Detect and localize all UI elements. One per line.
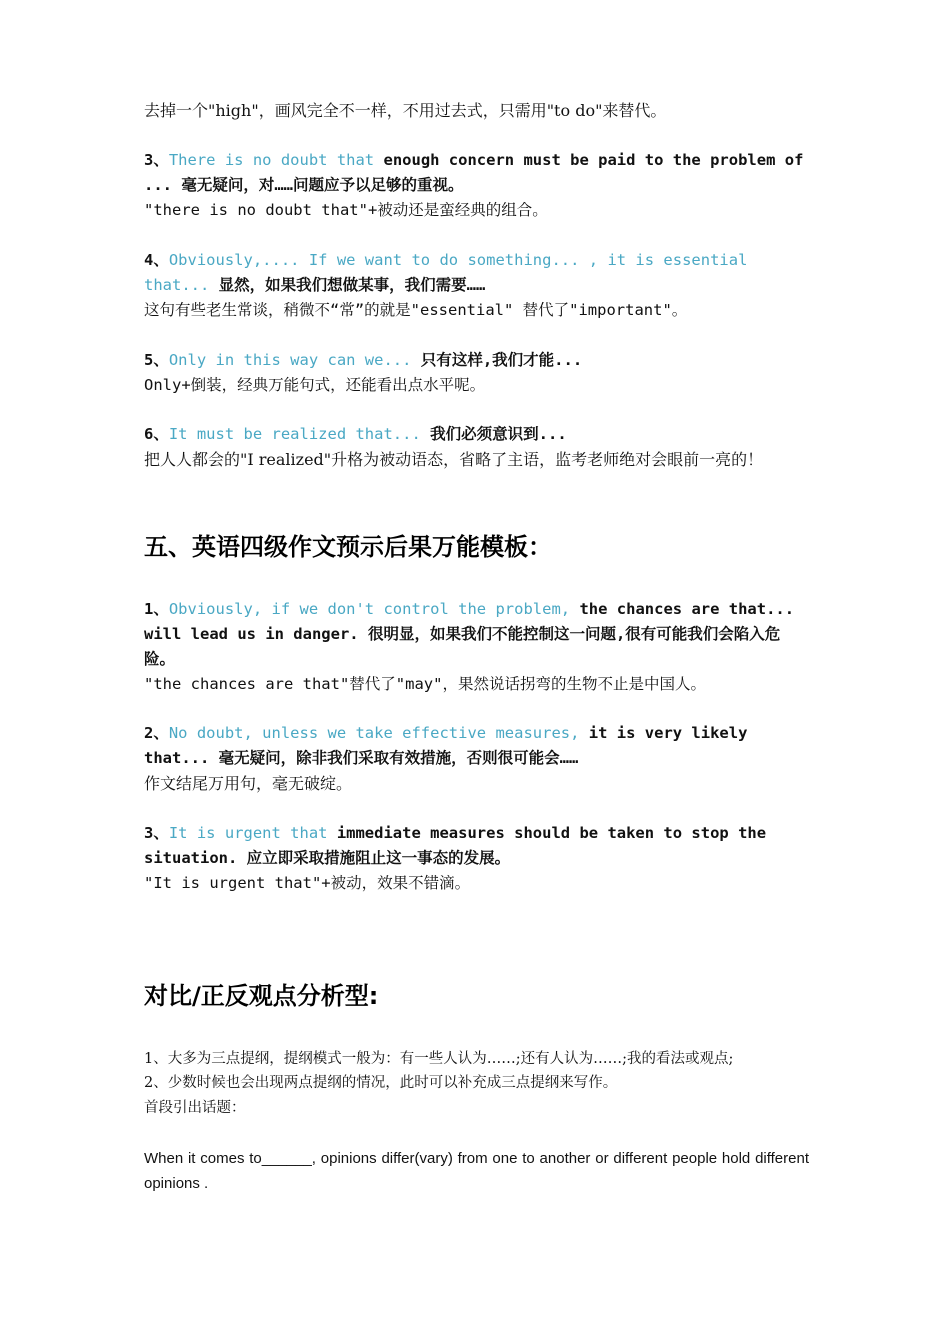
tip-5 xyxy=(144,348,809,373)
tip-translation: 毫无疑问，除非我们采取有效措施，否则很可能会…… xyxy=(218,749,579,767)
tip-translation: 毫无疑问，对……问题应予以足够的重视。 xyxy=(181,176,464,194)
tip-number: 5、 xyxy=(144,351,169,369)
tip-note: 把人人都会的"I realized"升格为被动语态，省略了主语，监考老师绝对会眼前一亮的！ xyxy=(144,450,764,469)
tip-number: 1、 xyxy=(144,600,169,618)
tip-rest: immediate measures should be taken to stop the situation. xyxy=(144,824,767,867)
outline-line-1: 1、大多为三点提纲，提纲模式一般为：有一些人认为……;还有人认为……;我的看法或观点; xyxy=(144,1051,734,1067)
consequence-1 xyxy=(144,597,809,672)
consequence-2 xyxy=(144,721,784,771)
tip-note: "the chances are that"替代了"may"，果然说话拐弯的生物不止是中国人。 xyxy=(144,675,706,693)
tip-rest: the chances are that... will lead us in danger. xyxy=(144,600,795,643)
tip-number: 4、 xyxy=(144,251,169,269)
outline-line-3: 首段引出话题： xyxy=(144,1100,246,1116)
tip-note: "there is no doubt that"+被动还是蛮经典的组合。 xyxy=(144,201,548,219)
tip-phrase: There is no doubt that xyxy=(168,151,375,169)
section-heading: 五、英语四级作文预示后果万能模板： xyxy=(144,533,552,561)
tip-rest xyxy=(421,425,430,443)
tip-translation: 只有这样,我们才能... xyxy=(420,351,583,369)
tip-phrase: Obviously,.... If we want to do something... , it is essential that... xyxy=(144,251,748,294)
consequence-3 xyxy=(144,821,809,871)
tip-phrase: It must be realized that... xyxy=(168,425,421,443)
tip-number: 2、 xyxy=(144,724,169,742)
tip-rest xyxy=(209,276,218,294)
tip-number: 6、 xyxy=(144,425,169,443)
tip-translation: 很明显，如果我们不能控制这一问题,很有可能我们会陷入危险。 xyxy=(144,625,781,668)
tip-rest: enough concern must be paid to the problem of ... xyxy=(144,151,804,194)
intro-line: 去掉一个"high"，画风完全不一样，不用过去式，只需用"to do"来替代。 xyxy=(144,101,667,120)
tip-3 xyxy=(144,148,809,198)
tip-rest xyxy=(411,351,420,369)
tip-phrase: Obviously, if we don't control the problem, xyxy=(168,600,571,618)
tip-6 xyxy=(144,422,809,447)
tip-translation: 显然，如果我们想做某事，我们需要…… xyxy=(218,276,486,294)
tip-phrase: It is urgent that xyxy=(168,824,328,842)
tip-translation: 我们必须意识到... xyxy=(430,425,567,443)
section-heading: 对比/正反观点分析型: xyxy=(144,982,379,1010)
tip-4 xyxy=(144,248,784,298)
tip-rest: it is very likely that... xyxy=(144,724,748,767)
tip-note: 这句有些老生常谈，稍微不“常”的就是"essential" 替代了"important"。 xyxy=(144,301,688,319)
tip-note: 作文结尾万用句，毫无破绽。 xyxy=(144,774,353,793)
outline-line-2: 2、少数时候也会出现两点提纲的情况，此时可以补充成三点提纲来写作。 xyxy=(144,1075,618,1091)
tip-phrase: Only in this way can we... xyxy=(168,351,412,369)
opening-template: When it comes to______, opinions differ(vary) from one to another or different people hold different opinions . xyxy=(144,1150,809,1192)
tip-translation: 应立即采取措施阻止这一事态的发展。 xyxy=(246,849,511,867)
tip-note: Only+倒装，经典万能句式，还能看出点水平呢。 xyxy=(144,376,486,394)
tip-note: "It is urgent that"+被动，效果不错滴。 xyxy=(144,874,471,892)
tip-number: 3、 xyxy=(144,824,169,842)
tip-phrase: No doubt, unless we take effective measures, xyxy=(168,724,580,742)
tip-number: 3、 xyxy=(144,151,169,169)
